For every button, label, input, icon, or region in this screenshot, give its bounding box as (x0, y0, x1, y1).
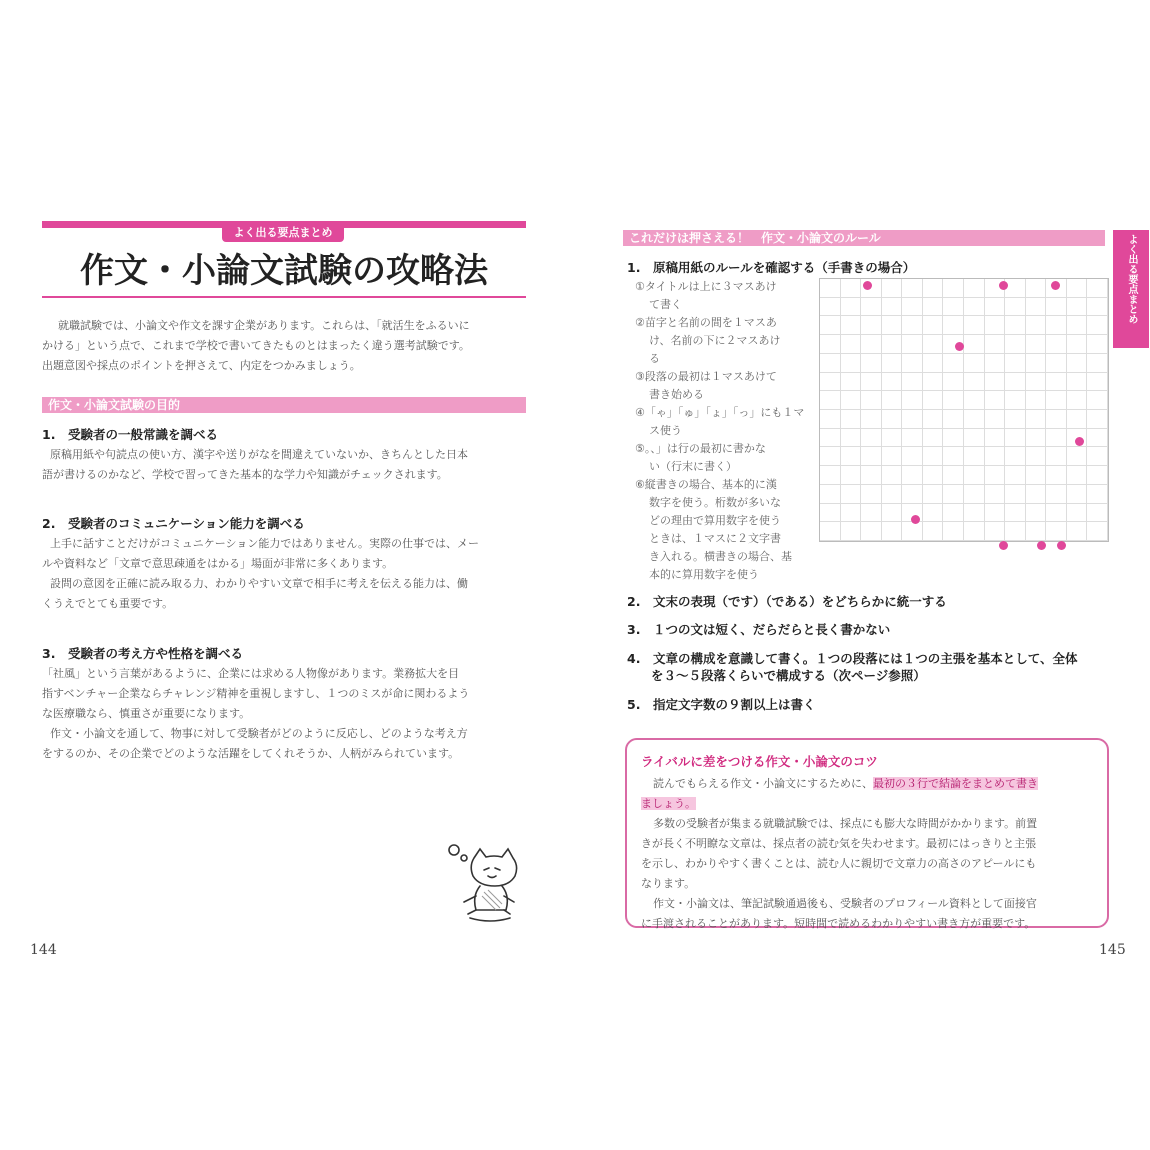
grid-cell (902, 485, 923, 504)
grid-cell (841, 335, 862, 354)
grid-cell (1005, 522, 1026, 541)
grid-cell (985, 485, 1006, 504)
purpose-line: な医療職なら、慎重さが重要になります。 (42, 707, 251, 720)
grid-cell (841, 316, 862, 335)
grid-cell (964, 447, 985, 466)
grid-cell (861, 466, 882, 485)
rule-2: 2. 文末の表現（です）（である）をどちらかに統一する (627, 594, 947, 609)
grid-cell (943, 504, 964, 523)
grid-cell (923, 504, 944, 523)
purpose-line: 語が書けるのかなど、学校で習ってきた基本的な学力や知識がチェックされます。 (42, 468, 448, 481)
grid-cell (882, 316, 903, 335)
grid-cell (1026, 522, 1047, 541)
grid-cell (964, 466, 985, 485)
side-tab (1113, 230, 1149, 348)
grid-cell (820, 391, 841, 410)
grid-cell (985, 429, 1006, 448)
grid-cell (1087, 429, 1108, 448)
grid-cell (923, 316, 944, 335)
grid-cell (923, 485, 944, 504)
grid-cell (902, 354, 923, 373)
grid-cell (820, 373, 841, 392)
grid-cell (882, 522, 903, 541)
tip-line: を示し、わかりやすく書くことは、読む人に親切で文章力の高さのアピールにも (641, 857, 1037, 870)
grid-cell (964, 279, 985, 298)
grid-cell (882, 279, 903, 298)
right-page (575, 0, 1150, 1150)
grid-cell (861, 391, 882, 410)
section-band-purpose: 作文・小論文試験の目的 (42, 397, 526, 413)
grid-cell (985, 298, 1006, 317)
grid-cell (841, 373, 862, 392)
sub-line: き入れる。横書きの場合、基 (649, 550, 792, 563)
grid-cell (841, 279, 862, 298)
grid-cell (1046, 391, 1067, 410)
rule-4-continued: を３～５段落くらいで構成する（次ページ参照） (651, 668, 926, 683)
grid-cell (882, 504, 903, 523)
grid-cell (902, 447, 923, 466)
grid-cell (861, 410, 882, 429)
grid-cell (1046, 485, 1067, 504)
grid-cell (882, 298, 903, 317)
grid-cell (943, 485, 964, 504)
grid-cell (1087, 335, 1108, 354)
sub-line: 数字を使う。桁数が多いな (649, 496, 781, 509)
grid-cell (1005, 354, 1026, 373)
grid-cell (1067, 391, 1088, 410)
grid-cell (943, 391, 964, 410)
grid-cell (1087, 522, 1108, 541)
tip-line: きが長く不明瞭な文章は、採点者の読む気を失わせます。最初にはっきりと主張 (641, 837, 1037, 850)
sub-line: い（行末に書く） (649, 460, 737, 473)
example-marker (863, 281, 872, 290)
grid-cell (1067, 335, 1088, 354)
grid-cell (861, 429, 882, 448)
grid-cell (820, 410, 841, 429)
grid-cell (1005, 391, 1026, 410)
grid-cell (820, 429, 841, 448)
purpose-line: くうえでとても重要です。 (42, 597, 174, 610)
grid-cell (1067, 410, 1088, 429)
grid-cell (1087, 316, 1108, 335)
grid-cell (841, 485, 862, 504)
grid-cell (1046, 466, 1067, 485)
grid-cell (902, 373, 923, 392)
grid-cell (943, 466, 964, 485)
example-marker (1057, 541, 1066, 550)
purpose-line: をするのか、その企業でどのような活躍をしてくれそうか、人柄がみられています。 (42, 747, 460, 760)
grid-cell (1087, 279, 1108, 298)
grid-cell (985, 316, 1006, 335)
grid-cell (861, 335, 882, 354)
grid-cell (985, 354, 1006, 373)
grid-cell (1026, 410, 1047, 429)
tip-box (625, 738, 1109, 928)
grid-cell (820, 522, 841, 541)
rule-4: 4. 文章の構成を意識して書く。１つの段落には１つの主張を基本として、全体 (627, 651, 1078, 666)
grid-cell (1005, 485, 1026, 504)
grid-cell (943, 373, 964, 392)
grid-cell (820, 298, 841, 317)
grid-cell (1067, 279, 1088, 298)
purpose-heading: 1. 受験者の一般常識を調べる (42, 427, 218, 442)
grid-cell (841, 298, 862, 317)
sub-line: て書く (649, 298, 682, 311)
sub-line: ③段落の最初は１マスあけて (635, 370, 777, 383)
sub-line: ④「ゃ」「ゅ」「ょ」「っ」にも１マ (635, 406, 805, 419)
grid-cell (1026, 391, 1047, 410)
grid-cell (943, 298, 964, 317)
purpose-heading: 2. 受験者のコミュニケーション能力を調べる (42, 516, 305, 531)
grid-cell (943, 354, 964, 373)
manuscript-paper-example (819, 278, 1109, 542)
grid-cell (943, 316, 964, 335)
grid-cell (1005, 447, 1026, 466)
tip-highlight: ましょう。 (641, 797, 696, 810)
grid-cell (882, 354, 903, 373)
grid-cell (820, 504, 841, 523)
grid-cell (923, 522, 944, 541)
grid-cell (1005, 504, 1026, 523)
grid-cell (964, 373, 985, 392)
grid-cell (1026, 447, 1047, 466)
rule-3: 3. １つの文は短く、だらだらと長く書かない (627, 622, 891, 637)
grid-cell (820, 466, 841, 485)
grid-cell (1067, 298, 1088, 317)
example-marker (955, 342, 964, 351)
grid-cell (841, 522, 862, 541)
purpose-line: 「社風」という言葉があるように、企業には求める人物像があります。業務拡大を目 (42, 667, 460, 680)
grid-cell (985, 522, 1006, 541)
grid-cell (1067, 522, 1088, 541)
tip-body (641, 774, 1101, 934)
rule1-heading: 1. 原稿用紙のルールを確認する（手書きの場合） (627, 260, 916, 275)
tip-line (641, 794, 1101, 814)
grid-cell (985, 410, 1006, 429)
purpose-line: 原稿用紙や句読点の使い方、漢字や送りがなを間違えていないか、きちんとした日本 (50, 448, 468, 461)
purpose-body (42, 445, 532, 485)
grid-cell (1026, 466, 1047, 485)
example-marker (1051, 281, 1060, 290)
grid-cell (841, 391, 862, 410)
grid-cell (1005, 279, 1026, 298)
grid-cell (943, 279, 964, 298)
tip-line: に手渡されることがあります。短時間で読めるわかりやすい書き方が重要です。 (641, 917, 1036, 930)
cat-illustration (440, 836, 530, 926)
grid-cell (923, 391, 944, 410)
purpose-line: ルや資料など「文章で意思疎通をはかる」場面が非常に多くあります。 (42, 557, 394, 570)
grid-cell (1087, 373, 1108, 392)
grid-cell (923, 335, 944, 354)
grid-cell (861, 447, 882, 466)
sub-line: ときは、１マスに２文字書 (649, 532, 781, 545)
grid-cell (1026, 298, 1047, 317)
grid-cell (902, 522, 923, 541)
grid-cell (820, 447, 841, 466)
tip-title: ライバルに差をつける作文・小論文のコツ (641, 754, 878, 769)
grid-cell (1087, 410, 1108, 429)
grid-cell (882, 485, 903, 504)
grid-cell (861, 298, 882, 317)
grid-cell (861, 504, 882, 523)
purpose-line: 指すベンチャー企業ならチャレンジ精神を重視しますし、１つのミスが命に関わるよう (42, 687, 470, 700)
grid-cell (964, 504, 985, 523)
grid-cell (985, 373, 1006, 392)
grid-cell (985, 466, 1006, 485)
grid-cell (1005, 429, 1026, 448)
grid-cell (964, 485, 985, 504)
grid-cell (1046, 504, 1067, 523)
grid-cell (923, 466, 944, 485)
grid-cell (1087, 504, 1108, 523)
sub-line: ス使う (649, 424, 682, 437)
grid-cell (923, 373, 944, 392)
purpose-item-1 (42, 427, 532, 485)
grid-cell (902, 279, 923, 298)
grid-cell (1067, 485, 1088, 504)
grid-cell (1046, 447, 1067, 466)
grid-cell (841, 447, 862, 466)
purpose-line: 設問の意図を正確に読み取る力、わかりやすい文章で相手に考えを伝える能力は、働 (50, 577, 468, 590)
intro-line: かける」という点で、これまで学校で書いてきたものとはまったく違う選考試験です。 (42, 339, 470, 352)
grid-cell (923, 429, 944, 448)
grid-cell (1026, 373, 1047, 392)
purpose-body (42, 664, 532, 764)
sub-line: 本的に算用数字を使う (649, 568, 759, 581)
grid-cell (923, 279, 944, 298)
section-band-rules: これだけは押さえる！ 作文・小論文のルール (623, 230, 1105, 246)
grid-cell (943, 410, 964, 429)
grid-cell (902, 466, 923, 485)
grid-cell (902, 429, 923, 448)
sub-line: け、名前の下に２マスあけ (649, 334, 781, 347)
grid-cell (841, 410, 862, 429)
grid-cell (1026, 316, 1047, 335)
grid-cell (841, 504, 862, 523)
grid-cell (861, 373, 882, 392)
tip-highlight: 最初の３行で結論をまとめて書き (873, 777, 1038, 790)
purpose-body (42, 534, 532, 614)
grid-cell (964, 354, 985, 373)
grid-cell (1046, 522, 1067, 541)
grid-cell (1087, 485, 1108, 504)
tip-line: 作文・小論文は、筆記試験通過後も、受験者のプロフィール資料として面接官 (653, 897, 1037, 910)
grid-cell (1026, 279, 1047, 298)
grid-cell (861, 522, 882, 541)
grid-cell (985, 335, 1006, 354)
grid-cell (1046, 316, 1067, 335)
grid-cell (882, 373, 903, 392)
grid-cell (882, 447, 903, 466)
rule-5: 5. 指定文字数の９割以上は書く (627, 697, 816, 712)
grid-cell (1046, 298, 1067, 317)
grid-cell (882, 429, 903, 448)
tip-line (641, 774, 1101, 794)
sub-line: 書き始める (649, 388, 704, 401)
example-marker (911, 515, 920, 524)
grid-cell (1087, 298, 1108, 317)
grid-cell (1087, 354, 1108, 373)
grid-cell (1046, 410, 1067, 429)
grid-cell (882, 391, 903, 410)
purpose-line: 上手に話すことだけがコミュニケーション能力ではありません。実際の仕事では、メー (50, 537, 479, 550)
sub-line: ⑥縦書きの場合、基本的に漢 (635, 478, 777, 491)
grid-cell (1026, 485, 1047, 504)
grid-cell (1087, 391, 1108, 410)
purpose-line: 作文・小論文を通して、物事に対して受験者がどのように反応し、どのような考え方 (50, 727, 468, 740)
tip-line: 多数の受験者が集まる就職試験では、採点にも膨大な時間がかかります。前置 (653, 817, 1038, 830)
grid-cell (1026, 429, 1047, 448)
sub-line: ①タイトルは上に３マスあけ (635, 280, 777, 293)
grid-cell (1005, 335, 1026, 354)
grid-cell (1067, 373, 1088, 392)
grid-cell (861, 485, 882, 504)
grid-cell (902, 298, 923, 317)
grid-cell (1026, 504, 1047, 523)
grid-cell (1026, 354, 1047, 373)
grid-cell (902, 316, 923, 335)
grid-cell (985, 504, 1006, 523)
grid-cell (943, 522, 964, 541)
grid-cell (861, 316, 882, 335)
page-number-left: 144 (30, 942, 57, 958)
grid-cell (923, 410, 944, 429)
example-marker (1075, 437, 1084, 446)
example-marker (999, 281, 1008, 290)
grid-cell (902, 391, 923, 410)
grid-cell (902, 335, 923, 354)
grid-cell (1005, 373, 1026, 392)
grid-cell (841, 466, 862, 485)
grid-cell (1087, 466, 1108, 485)
grid-cell (861, 354, 882, 373)
grid-cell (985, 447, 1006, 466)
page-number-right: 145 (1099, 942, 1126, 958)
grid-cell (820, 354, 841, 373)
grid-cell (964, 429, 985, 448)
example-marker (1037, 541, 1046, 550)
intro-line: 出題意図や採点のポイントを押さえて、内定をつかみましょう。 (42, 359, 361, 372)
grid-cell (820, 335, 841, 354)
grid-cell (820, 279, 841, 298)
sub-line: どの理由で算用数字を使う (649, 514, 781, 527)
grid-cell (1067, 447, 1088, 466)
grid-cell (923, 354, 944, 373)
grid-cell (1087, 447, 1108, 466)
grid-cell (1046, 429, 1067, 448)
grid-cell (985, 391, 1006, 410)
intro-line: 就職試験では、小論文や作文を課す企業があります。これらは、「就活生をふるいに (58, 319, 470, 332)
grid-cell (841, 429, 862, 448)
title-bottom-rule (42, 296, 526, 298)
grid-cell (902, 410, 923, 429)
purpose-item-2 (42, 516, 532, 614)
sub-line: ⑤。、」は行の最初に書かな (635, 442, 766, 455)
sub-line: ②苗字と名前の間を１マスあ (635, 316, 777, 329)
grid-cell (943, 447, 964, 466)
grid-cell (820, 485, 841, 504)
grid-cell (923, 447, 944, 466)
rule1-sublist (635, 278, 805, 584)
intro-text (42, 316, 532, 376)
grid-cell (882, 335, 903, 354)
grid-cell (820, 316, 841, 335)
tip-line: なります。 (641, 877, 696, 890)
grid-cell (964, 410, 985, 429)
grid-cell (882, 410, 903, 429)
grid-cell (1067, 316, 1088, 335)
grid-cell (1005, 298, 1026, 317)
grid-cell (943, 429, 964, 448)
example-marker (999, 541, 1008, 550)
grid-cell (964, 391, 985, 410)
grid-cell (1067, 354, 1088, 373)
grid-cell (1026, 335, 1047, 354)
grid-cell (1067, 504, 1088, 523)
grid-cell (1046, 373, 1067, 392)
tip-line-text: 読んでもらえる作文・小論文にするために、 (653, 777, 873, 790)
side-tab-label: よく出る要点まとめ (1126, 234, 1137, 324)
grid-cell (1005, 466, 1026, 485)
grid-cell (964, 335, 985, 354)
grid-cell (1005, 316, 1026, 335)
purpose-heading: 3. 受験者の考え方や性格を調べる (42, 646, 243, 661)
page-title: 作文・小論文試験の攻略法 (80, 251, 488, 291)
kicker-label: よく出る要点まとめ (222, 224, 344, 242)
grid-cell (1005, 410, 1026, 429)
grid-cell (964, 316, 985, 335)
purpose-item-3 (42, 646, 532, 764)
grid-cell (1046, 354, 1067, 373)
grid-cell (1067, 466, 1088, 485)
grid-cell (964, 298, 985, 317)
grid-cell (964, 522, 985, 541)
sub-line: る (649, 352, 660, 365)
grid-cell (841, 354, 862, 373)
grid-cell (923, 298, 944, 317)
grid-cell (1046, 335, 1067, 354)
grid-cell (882, 466, 903, 485)
